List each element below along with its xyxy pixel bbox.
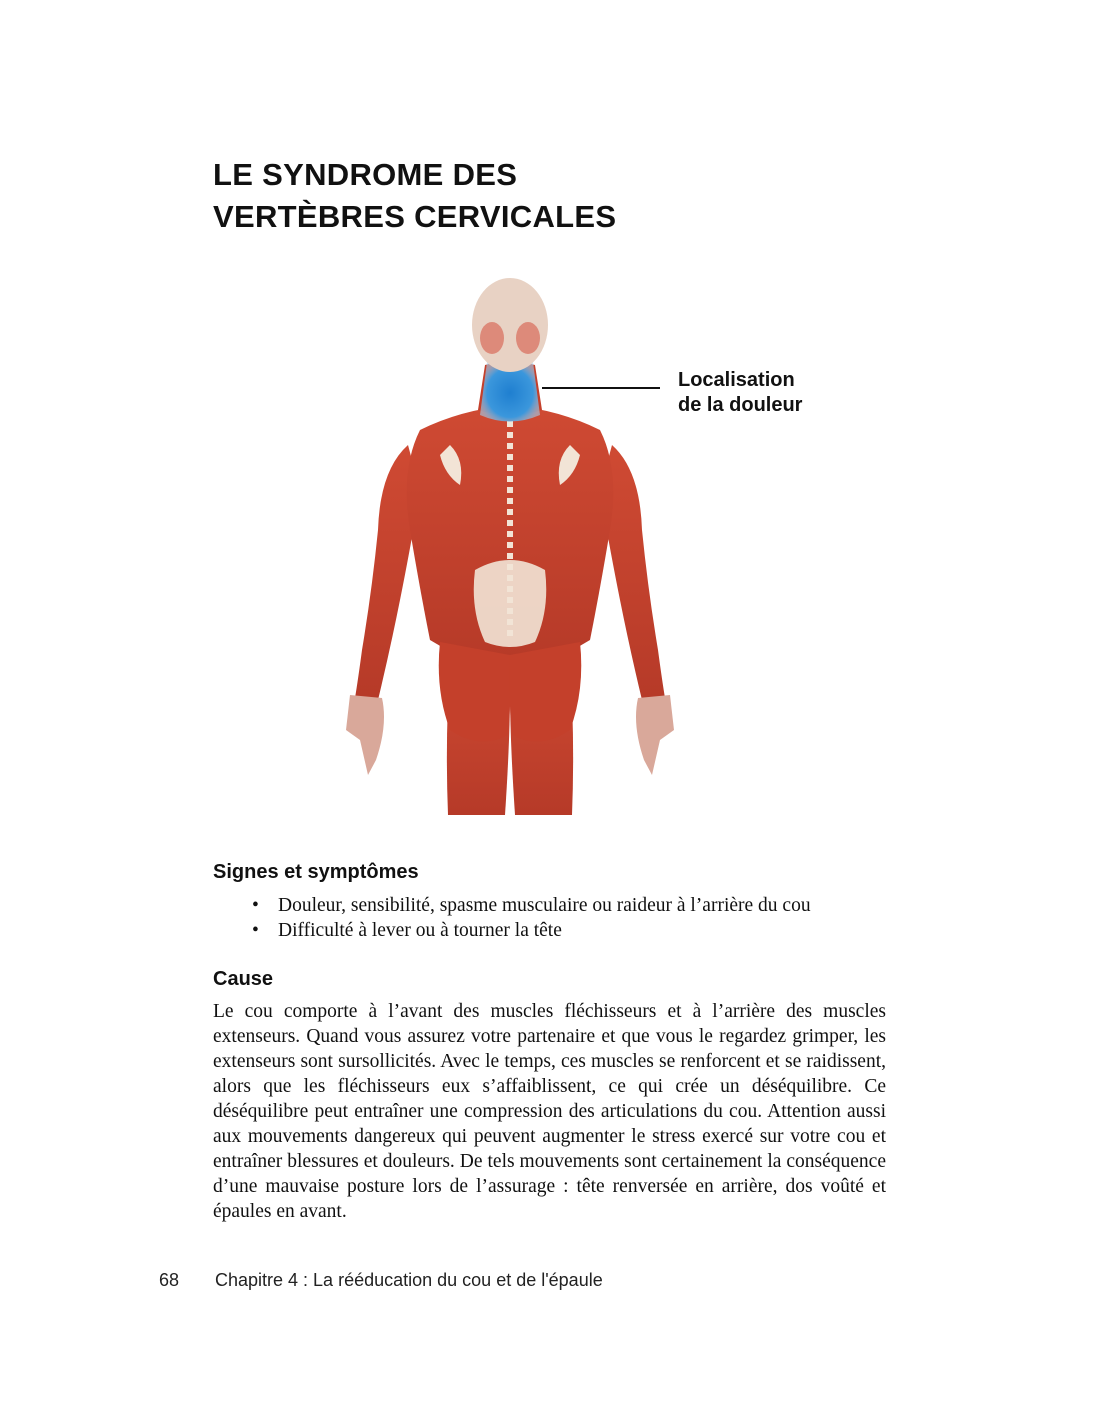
- page-title: [213, 154, 913, 238]
- callout-leader-line: [542, 387, 660, 389]
- symptoms-list: [250, 893, 811, 943]
- cause-heading: Cause: [213, 968, 274, 990]
- page-number: 68: [159, 1270, 180, 1290]
- symptoms-heading: Signes et symptômes: [213, 861, 419, 883]
- title-line-1: LE SYNDROME DES: [213, 157, 518, 192]
- pain-label-line-2: de la douleur: [678, 394, 803, 416]
- symptom-item: • Douleur, sensibilité, spasme musculaire ou raideur à l’arrière du cou: [250, 893, 811, 918]
- anatomy-illustration: [300, 270, 720, 815]
- pain-location-label: [678, 368, 878, 418]
- title-line-2: VERTÈBRES CERVICALES: [213, 199, 617, 234]
- chapter-title: Chapitre 4 : La rééducation du cou et de l'épaule: [215, 1270, 603, 1290]
- cause-paragraph: Le cou comporte à l’avant des muscles fléchisseurs et à l’arrière des muscles extenseurs. Quand vous assurez votre partenaire et que vous le regardez grimper, les extenseurs sont sursollicités. Avec le temps, ces muscles se renforcent et se raidissent, alors que les fléchisseurs eux s’affaiblissent, ce qui crée un déséquilibre. Ce déséquilibre peut entraîner une compression des articulations du cou. Attention aussi aux mouvements dangereux qui peuvent augmenter le stress exercé sur votre cou et entraîner blessures et douleurs. De tels mouvements sont certainement la conséquence d’une mauvaise posture lors de l’assurage : tête renversée en arrière, dos voûté et épaules en avant.: [213, 1001, 886, 1222]
- symptom-item: • Difficulté à lever ou à tourner la tête: [250, 918, 811, 943]
- pain-label-line-1: Localisation: [678, 369, 795, 391]
